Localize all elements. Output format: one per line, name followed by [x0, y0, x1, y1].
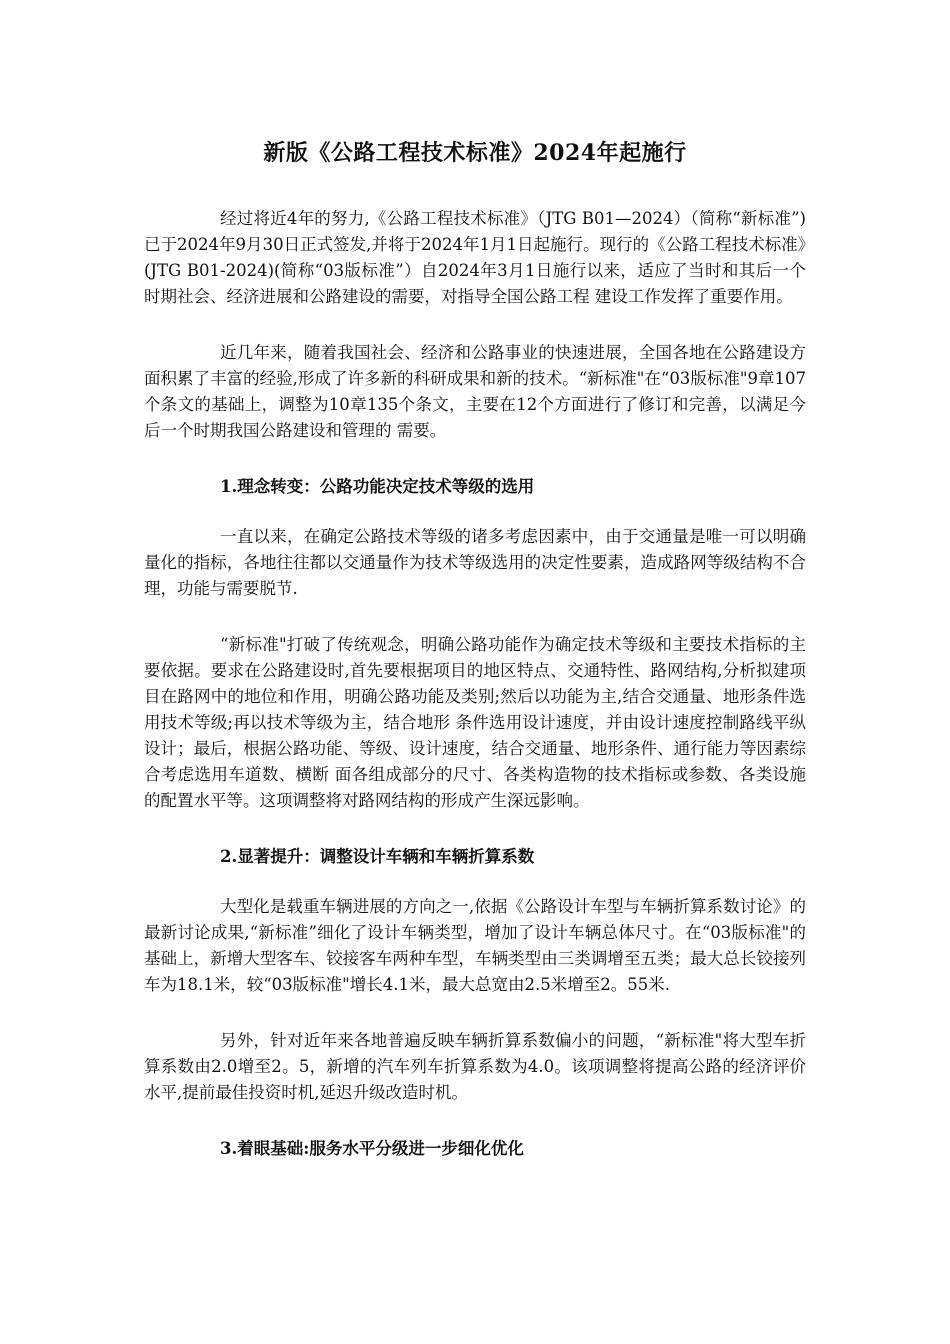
- paragraph-section-1b: “新标准"打破了传统观念，明确公路功能作为确定技术等级和主要技术指标的主要依据。要求在公路建设时,首先要根据项目的地区特点、交通特性、路网结构,分析拟建项目在路网中的地位和作用，明确公路功能及类别;然后以功能为主,结合交通量、地形条件选用技术等级;再以技术等级为主，结合地形 条件选用设计速度，并由设计速度控制路线平纵设计；最后，根据公路功能、等级、设计速度，结合交通量、地形条件、通行能力等因素综合考虑选用车道数、横断 面各组成部分的尺寸、各类构造物的技术指标或参数、各类设施的配置水平等。这项调整将对路网结构的形成产生深远影响。: [144, 635, 806, 810]
- paragraph-intro: 经过将近4年的努力,《公路工程技术标准》（JTG B01—2024）（简称“新标准”)已于2024年9月30日正式签发,并将于2024年1月1日起施行。现行的《公路工程技术标准》(JTG B01-2024)(简称“03版标准”）自2024年3月1日施行以来，适应了当时和其后一个时期社会、经济进展和公路建设的需要，对指导全国公路工程 建设工作发挥了重要作用。: [144, 209, 806, 306]
- paragraph-section-1a: 一直以来，在确定公路技术等级的诸多考虑因素中，由于交通量是唯一可以明确量化的指标，各地往往都以交通量作为技术等级选用的决定性要素，造成路网等级结构不合理，功能与需要脱节.: [144, 527, 806, 598]
- section-heading-2: 2.显著提升：调整设计车辆和车辆折算系数: [220, 847, 535, 866]
- paragraph-section-2a: 大型化是载重车辆进展的方向之一,依据《公路设计车型与车辆折算系数讨论》的最新讨论成果,“新标准”细化了设计车辆类型，增加了设计车辆总体尺寸。在“03版标准"的基础上，新增大型客车、铰接客车两种车型，车辆类型由三类调增至五类；最大总长铰接列车为18.1米，较“03版标准"增长4.1米，最大总宽由2.5米增至2。55米.: [144, 897, 806, 994]
- paragraph-section-2b: 另外，针对近年来各地普遍反映车辆折算系数偏小的问题，“新标准"将大型车折算系数由2.0增至2。5，新增的汽车列车折算系数为4.0。该项调整将提高公路的经济评价水平,提前最佳投资时机,延迟升级改造时机。: [144, 1031, 806, 1102]
- document-title: 新版《公路工程技术标准》2024年起施行: [263, 140, 687, 166]
- section-heading-3: 3.着眼基础:服务水平分级进一步细化优化: [220, 1139, 524, 1158]
- section-heading-1: 1.理念转变：公路功能决定技术等级的选用: [220, 477, 535, 496]
- paragraph-background: 近几年来，随着我国社会、经济和公路事业的快速进展，全国各地在公路建设方面积累了丰富的经验,形成了许多新的科研成果和新的技术。“新标准"在“03版标准"9章107个条文的基础上，调整为10章135个条文，主要在12个方面进行了修订和完善，以满足今后一个时期我国公路建设和管理的 需要。: [144, 343, 806, 440]
